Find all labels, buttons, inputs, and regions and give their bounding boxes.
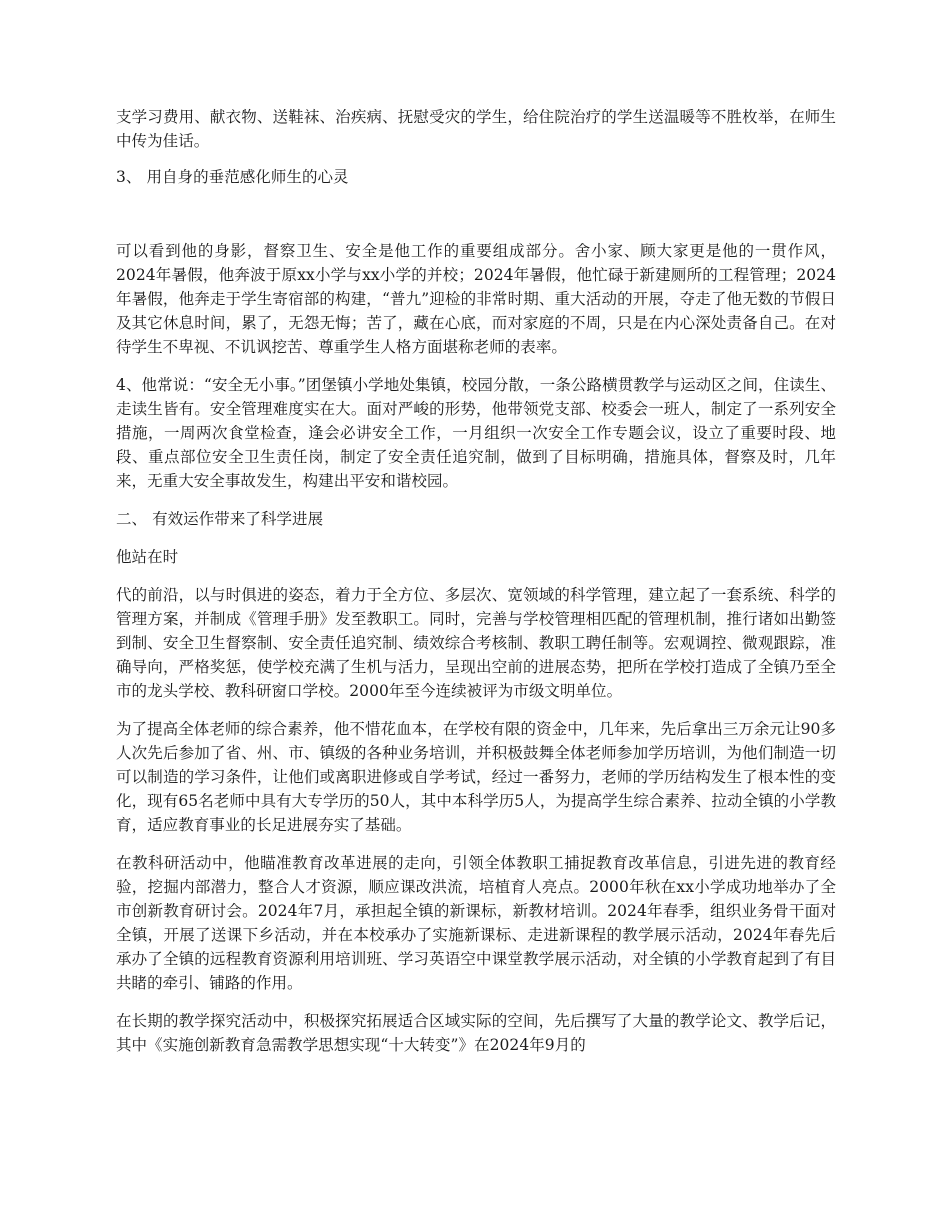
paragraph-5: 在教科研活动中，他瞄准教育改革进展的走向，引领全体教职工捕捉教育改革信息，引进先进的教育经验，挖掘内部潜力，整合人才资源，顺应课改洪流，培植育人亮点。2000年秋在xx小学成功地举办了全市创新教育研讨会。2024年7月，承担起全镇的新课标，新教材培训。2024年春季，组织业务骨干面对全镇，开展了送课下乡活动，并在本校承办了实施新课标、走进新课程的教学展示活动，2024年春先后承办了全镇的远程教育资源利用培训班、学习英语空中课堂教学展示活动，对全镇的小学教育起到了有目共睹的牵引、铺路的作用。 bbox=[116, 854, 836, 992]
section-heading-2: 二、 有效运作带来了科学进展 bbox=[116, 510, 324, 528]
paragraph-fragment: 他站在时 bbox=[116, 548, 179, 566]
paragraph-heading-4: 4、他常说：“安全无小事。”团堡镇小学地处集镇，校园分散，一条公路横贯教学与运动区之间，住读生、走读生皆有。安全管理难度实在大。面对严峻的形势，他带领党支部、校委会一班人，制定了一系列安全措施，一周两次食堂检查，逢会必讲安全工作，一月组织一次安全工作专题会议，设立了重要时段、地段、重点部位安全卫生责任岗，制定了安全责任追究制，做到了目标明确，措施具体，督察及时，几年来，无重大安全事故发生，构建出平安和谐校园。 bbox=[116, 376, 836, 490]
paragraph-3: 代的前沿，以与时俱进的姿态，着力于全方位、多层次、宽领域的科学管理，建立起了一套系统、科学的管理方案，并制成《管理手册》发至教职工。同时，完善与学校管理相匹配的管理机制，推行诸如出勤签到制、安全卫生督察制、安全责任追究制、绩效综合考核制、教职工聘任制等。宏观调控、微观跟踪，准确导向，严格奖惩，使学校充满了生机与活力，呈现出空前的进展态势，把所在学校打造成了全镇乃至全市的龙头学校、教科研窗口学校。2000年至今连续被评为市级文明单位。 bbox=[116, 586, 836, 700]
paragraph-heading-3: 3、 用自身的垂范感化师生的心灵 bbox=[116, 168, 349, 186]
paragraph-2: 可以看到他的身影，督察卫生、安全是他工作的重要组成部分。舍小家、顾大家更是他的一贯作风，2024年暑假，他奔波于原xx小学与xx小学的并校；2024年暑假，他忙碌于新建厕所的工程管理；2024年暑假，他奔走于学生寄宿部的构建，“普九”迎检的非常时期、重大活动的开展，夺走了他无数的节假日及其它休息时间，累了，无怨无悔；苦了，藏在心底，而对家庭的不周，只是在内心深处责备自己。在对待学生不卑视、不讥讽挖苦、尊重学生人格方面堪称老师的表率。 bbox=[116, 242, 836, 356]
paragraph-6: 在长期的教学探究活动中，积极探究拓展适合区域实际的空间，先后撰写了大量的教学论文、教学后记，其中《实施创新教育急需教学思想实现“十大转变”》在2024年9月的 bbox=[116, 1012, 836, 1054]
paragraph-4: 为了提高全体老师的综合素养，他不惜花血本，在学校有限的资金中，几年来，先后拿出三万余元让90多人次先后参加了省、州、市、镇级的各种业务培训，并积极鼓舞全体老师参加学历培训，为他们制造一切可以制造的学习条件，让他们或离职进修或自学考试，经过一番努力，老师的学历结构发生了根本性的变化，现有65名老师中具有大专学历的50人，其中本科学历5人，为提高学生综合素养、拉动全镇的小学教育，适应教育事业的长足进展夯实了基础。 bbox=[116, 720, 836, 834]
document-page bbox=[116, 105, 836, 1057]
paragraph-1: 支学习费用、献衣物、送鞋袜、治疾病、抚慰受灾的学生，给住院治疗的学生送温暖等不胜枚举，在师生中传为佳话。 bbox=[116, 108, 836, 150]
